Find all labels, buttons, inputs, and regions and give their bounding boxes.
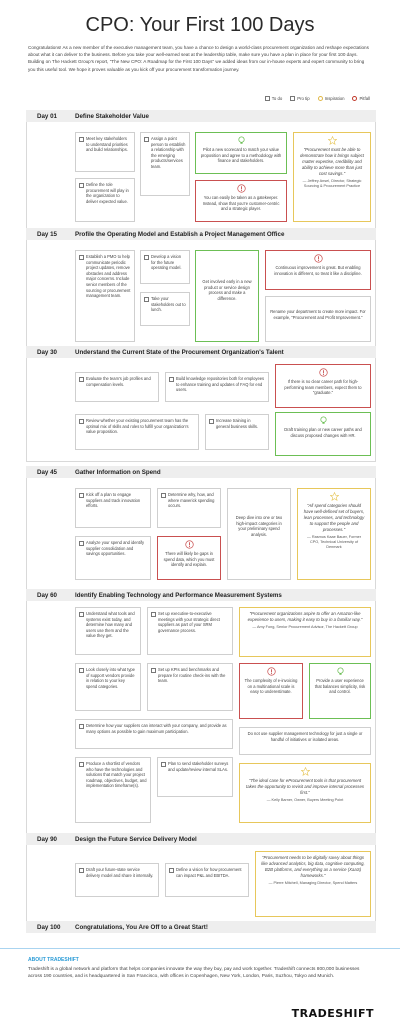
tradeshift-logo: TRADESHIFT (291, 1007, 374, 1020)
card-text: Look closely into what type of support vendors provide in relation to your key spend categories. (86, 667, 135, 689)
checkbox[interactable] (161, 493, 166, 498)
checkbox[interactable] (79, 137, 84, 142)
todo-card (75, 863, 159, 897)
todo-card (75, 607, 141, 655)
todo-card (140, 132, 190, 196)
checkbox[interactable] (169, 377, 174, 382)
legend-pitfall (352, 96, 370, 101)
card-text: You can easily be taken as a gatekeeper. Instead, show that you're customer-centric and a strategic player. (202, 195, 280, 212)
card-text: Define the role procurement will play in the organization to deliver expected value. (86, 182, 129, 204)
card-text: Set up KPIs and benchmarks and prepare for routine check-ins with the team. (158, 667, 226, 684)
inspiration-card (255, 851, 371, 917)
about-heading: ABOUT TRADESHIFT (28, 957, 79, 963)
day-body (26, 122, 376, 234)
todo-card (75, 414, 199, 450)
todo-card (75, 663, 141, 711)
star-icon (328, 136, 337, 145)
day-body (26, 358, 376, 462)
card-text: Define a vision for how procurement can impact P&L and EBITDA. (176, 867, 242, 878)
pitfall-card (239, 663, 303, 719)
warning-icon (319, 368, 328, 377)
legend-pro (290, 96, 309, 101)
day-title: Identify Enabling Technology and Performance Measurement Systems (75, 591, 282, 599)
card-text: Deep dive into one or two high-impact categories in your preliminary spend analysis. (235, 515, 283, 537)
card-text: Meet key stakeholders to understand priorities and build relationships. (86, 136, 128, 153)
todo-card (75, 488, 151, 528)
quote-text: "All spend categories should have well-defined set of buyers, lean processes, and technology to support the people and processes." (303, 503, 365, 532)
quote-attribution: — Rasmus Kaae Bauer, Former CPO, Technical University of Denmark (306, 534, 362, 549)
day-header (26, 589, 376, 601)
card-text: Develop a vision for the future operating model. (151, 254, 182, 271)
warning-icon (185, 540, 194, 549)
pitfall-card (265, 250, 371, 290)
day-title: Congratulations, You Are Off to a Great Start! (75, 923, 208, 931)
todo-card (147, 607, 233, 655)
card-text: The complexity of e-invoicing on a multinational scale is easy to underestimate. (244, 678, 298, 695)
day-number: Day 01 (37, 112, 57, 120)
quote-attribution: — Kelly Barner, Owner, Buyers Meeting Point (266, 797, 344, 802)
checkbox[interactable] (169, 868, 174, 873)
quote-attribution: — Pierre Mitchell, Managing Director, Spend Matters (268, 880, 358, 885)
card-text: Increase training in general business skills. (216, 418, 259, 429)
day-body (26, 478, 376, 590)
card-text: Rename your department to create more impact. For example, "Procurement and Profit Improvement." (270, 309, 366, 320)
checkbox-icon (265, 96, 270, 101)
todo-card (165, 863, 249, 897)
pro-tip-card (309, 663, 371, 719)
quote-attribution: — Jeffrey Ansel, Director, Strategic Sourcing & Procurement Practice (302, 178, 362, 188)
checkbox[interactable] (151, 668, 156, 673)
pro-tip-card (195, 250, 259, 342)
todo-card (157, 757, 233, 797)
checkbox[interactable] (144, 255, 149, 260)
pro-tip-card (275, 412, 371, 456)
lightbulb-icon (237, 136, 246, 145)
inspiration-card (297, 488, 371, 580)
day-title: Define Stakeholder Value (75, 112, 149, 120)
lightbulb-icon (319, 416, 328, 425)
star-icon (318, 96, 323, 101)
legend-label: Pro tip (297, 96, 310, 101)
checkbox[interactable] (79, 724, 84, 729)
checkbox[interactable] (79, 183, 84, 188)
pro-tip-card (265, 296, 371, 342)
legend (265, 96, 370, 101)
todo-card (75, 250, 135, 342)
todo-card (205, 414, 269, 450)
card-text: If there is no clear career path for high-performing team members, expect them to "graduate." (284, 379, 362, 396)
card-text: Pilot a new scorecard to match your value proposition and agree to a methodology with finance and stakeholders. (200, 147, 282, 164)
todo-card (75, 132, 135, 172)
checkbox[interactable] (79, 419, 84, 424)
star-icon (330, 492, 339, 501)
intro-text: Congratulations! As a new member of the executive management team, you have a chance to design a world-class procurement organization and reshape expectations about what it can deliver to the business. Before you take your well-earned seat at the leadership table, make sure you have a plan in place for your first 100 days. Building on The Hackett Group's report, "The New CPO: A Roadmap for the First 100 Days" we added ideas from our in-house experts and expert community to bring you this useful tool. We hope it proves valuable as you kick off your procurement transformation journey. (28, 45, 369, 72)
legend-todo (265, 96, 283, 101)
card-text: Assign a point person to establish a relationship with the emerging products/services team. (151, 136, 186, 169)
card-text: Determine how your suppliers can interact with your company, and provide as many options as possible to gain maximum participation. (86, 723, 227, 734)
checkbox[interactable] (151, 612, 156, 617)
pro-tip-card (195, 132, 287, 174)
legend-inspiration (318, 96, 345, 101)
day-header (26, 110, 376, 122)
pro-tip-icon (290, 96, 295, 101)
pitfall-card (275, 364, 371, 408)
card-text: Review whether your existing procurement team has the optimal mix of skills and roles to fulfill your organization's value proposition. (86, 418, 189, 435)
checkbox[interactable] (79, 255, 84, 260)
day-title: Understand the Current State of the Procurement Organization's Talent (75, 348, 284, 356)
todo-card (75, 372, 159, 402)
card-text: Draft training plan or new career paths and discuss proposed changes with HR. (284, 427, 362, 438)
inspiration-card (239, 607, 371, 657)
pro-tip-card (239, 727, 371, 755)
card-text: Produce a shortlist of vendors who have the technologies and solutions that match your project roadmap, objectives, budget, and implementation timeframe(s). (86, 761, 147, 789)
warning-icon (237, 184, 246, 193)
checkbox[interactable] (79, 493, 84, 498)
inspiration-card (239, 763, 371, 823)
card-text: Build knowledge repositories both for employees to enhance training and updates of FAQ for end users. (176, 376, 265, 393)
checkbox[interactable] (161, 762, 166, 767)
checkbox[interactable] (209, 419, 214, 424)
page-title: CPO: Your First 100 Days (85, 14, 315, 36)
pitfall-card (157, 536, 221, 580)
day-number: Day 90 (37, 835, 57, 843)
todo-card (75, 178, 135, 222)
quote-text: "The ideal case for eProcurement tools is that procurement takes the opportunity to revisit and improve internal processes first." (246, 778, 364, 795)
day-header (26, 466, 376, 478)
legend-label: Pitfall (359, 96, 370, 101)
card-text: Kick off a plan to engage suppliers and track innovation efforts. (86, 492, 141, 509)
quote-text: "Procurement must be able to demonstrate how it brings subject matter expertise, credibility and ability to achieve more than just cost savings." (299, 147, 364, 176)
card-text: Do not use supplier management technology for just a single or handful of initiatives or isolated areas. (247, 731, 363, 742)
pitfall-card (195, 180, 287, 222)
quote-attribution: — Amy Fong, Senior Procurement Advisor, The Hackett Group (252, 624, 358, 629)
checkbox[interactable] (79, 868, 84, 873)
quote-text: "Procurement organizations aspire to offer an Amazon-like experience to users, making it easy to buy in a familiar way." (247, 611, 363, 622)
day-header (26, 833, 376, 845)
todo-card (140, 292, 190, 326)
card-text: Evaluate the team's job profiles and compensation levels. (86, 376, 151, 387)
lightbulb-icon (336, 667, 345, 676)
todo-card (165, 372, 269, 402)
card-text: Establish a PMO to help communicate periodic project updates, remove obstacles and address major concerns. Include senior members of the sourcing or procurement management team. (86, 254, 131, 299)
checkbox[interactable] (144, 297, 149, 302)
card-text: There will likely be gaps in spend data, which you must identify and explain. (163, 551, 215, 568)
todo-card (75, 719, 233, 749)
inspiration-card (293, 132, 371, 222)
warning-icon (267, 667, 276, 676)
warning-icon (314, 254, 323, 263)
day-body (26, 845, 376, 923)
todo-card (140, 250, 190, 284)
about-text: Tradeshift is a global network and platform that helps companies innovate the way they buy, pay and work together. Tradeshift connects 800,000 businesses across 190 countries, and is headquartered in San Francisco, with offices in Copenhagen, New York, London, Paris, Suzhou, Tokyo and Munich. (28, 967, 360, 979)
legend-label: To do (271, 96, 283, 101)
day-body (26, 240, 376, 350)
todo-card (157, 488, 221, 528)
card-text: Take your stakeholders out to lunch. (151, 296, 186, 313)
card-text: Understand what tools and systems exist today, and determine how many and users use them and the value they get. (86, 611, 135, 639)
day-header (26, 346, 376, 358)
checkbox[interactable] (79, 762, 84, 767)
day-number: Day 15 (37, 230, 57, 238)
checkbox[interactable] (79, 541, 84, 546)
quote-text: "Procurement needs to be digitally savvy about things like advanced analytics, big data, cognitive computing, B2B platforms, and everything as a service (XaaS) frameworks." (261, 855, 365, 878)
day-body (26, 601, 376, 835)
card-text: Analyze your spend and identify supplier consolidation and savings opportunities. (86, 540, 145, 557)
day-title: Gather Information on Spend (75, 468, 161, 476)
pro-tip-card (227, 488, 291, 580)
card-text: Provide a user experience that balances simplicity, risk and control. (314, 678, 366, 695)
checkbox[interactable] (79, 668, 84, 673)
card-text: Draft your future-state service delivery model and share it internally. (86, 867, 154, 878)
day-number: Day 30 (37, 348, 57, 356)
warning-icon (352, 96, 357, 101)
about-section (0, 948, 400, 1025)
checkbox[interactable] (79, 612, 84, 617)
day-number: Day 100 (37, 923, 61, 931)
card-text: Get involved early in a new product or service design process and make a difference. (202, 279, 252, 301)
todo-card (147, 663, 233, 711)
todo-card (75, 536, 151, 580)
card-text: Continuous improvement is great. But enabling innovation is different, so treat it like a discipline. (274, 265, 362, 276)
day-title: Profile the Operating Model and Establish a Project Management Office (75, 230, 285, 238)
day-number: Day 60 (37, 591, 57, 599)
legend-label: Inspiration (324, 96, 345, 101)
star-icon (301, 767, 310, 776)
todo-card (75, 757, 151, 823)
day-header (26, 921, 376, 933)
card-text: Plan to send stakeholder surveys and update/review internal SLAs. (168, 761, 229, 772)
card-text: Set up executive-to-executive meetings with your strategic direct suppliers as part of your SRM governance process. (158, 611, 220, 633)
card-text: Determine why, how, and where maverick spending occurs. (168, 492, 215, 509)
checkbox[interactable] (144, 137, 149, 142)
day-number: Day 45 (37, 468, 57, 476)
day-title: Design the Future Service Delivery Model (75, 835, 197, 843)
day-header (26, 228, 376, 240)
checkbox[interactable] (79, 377, 84, 382)
